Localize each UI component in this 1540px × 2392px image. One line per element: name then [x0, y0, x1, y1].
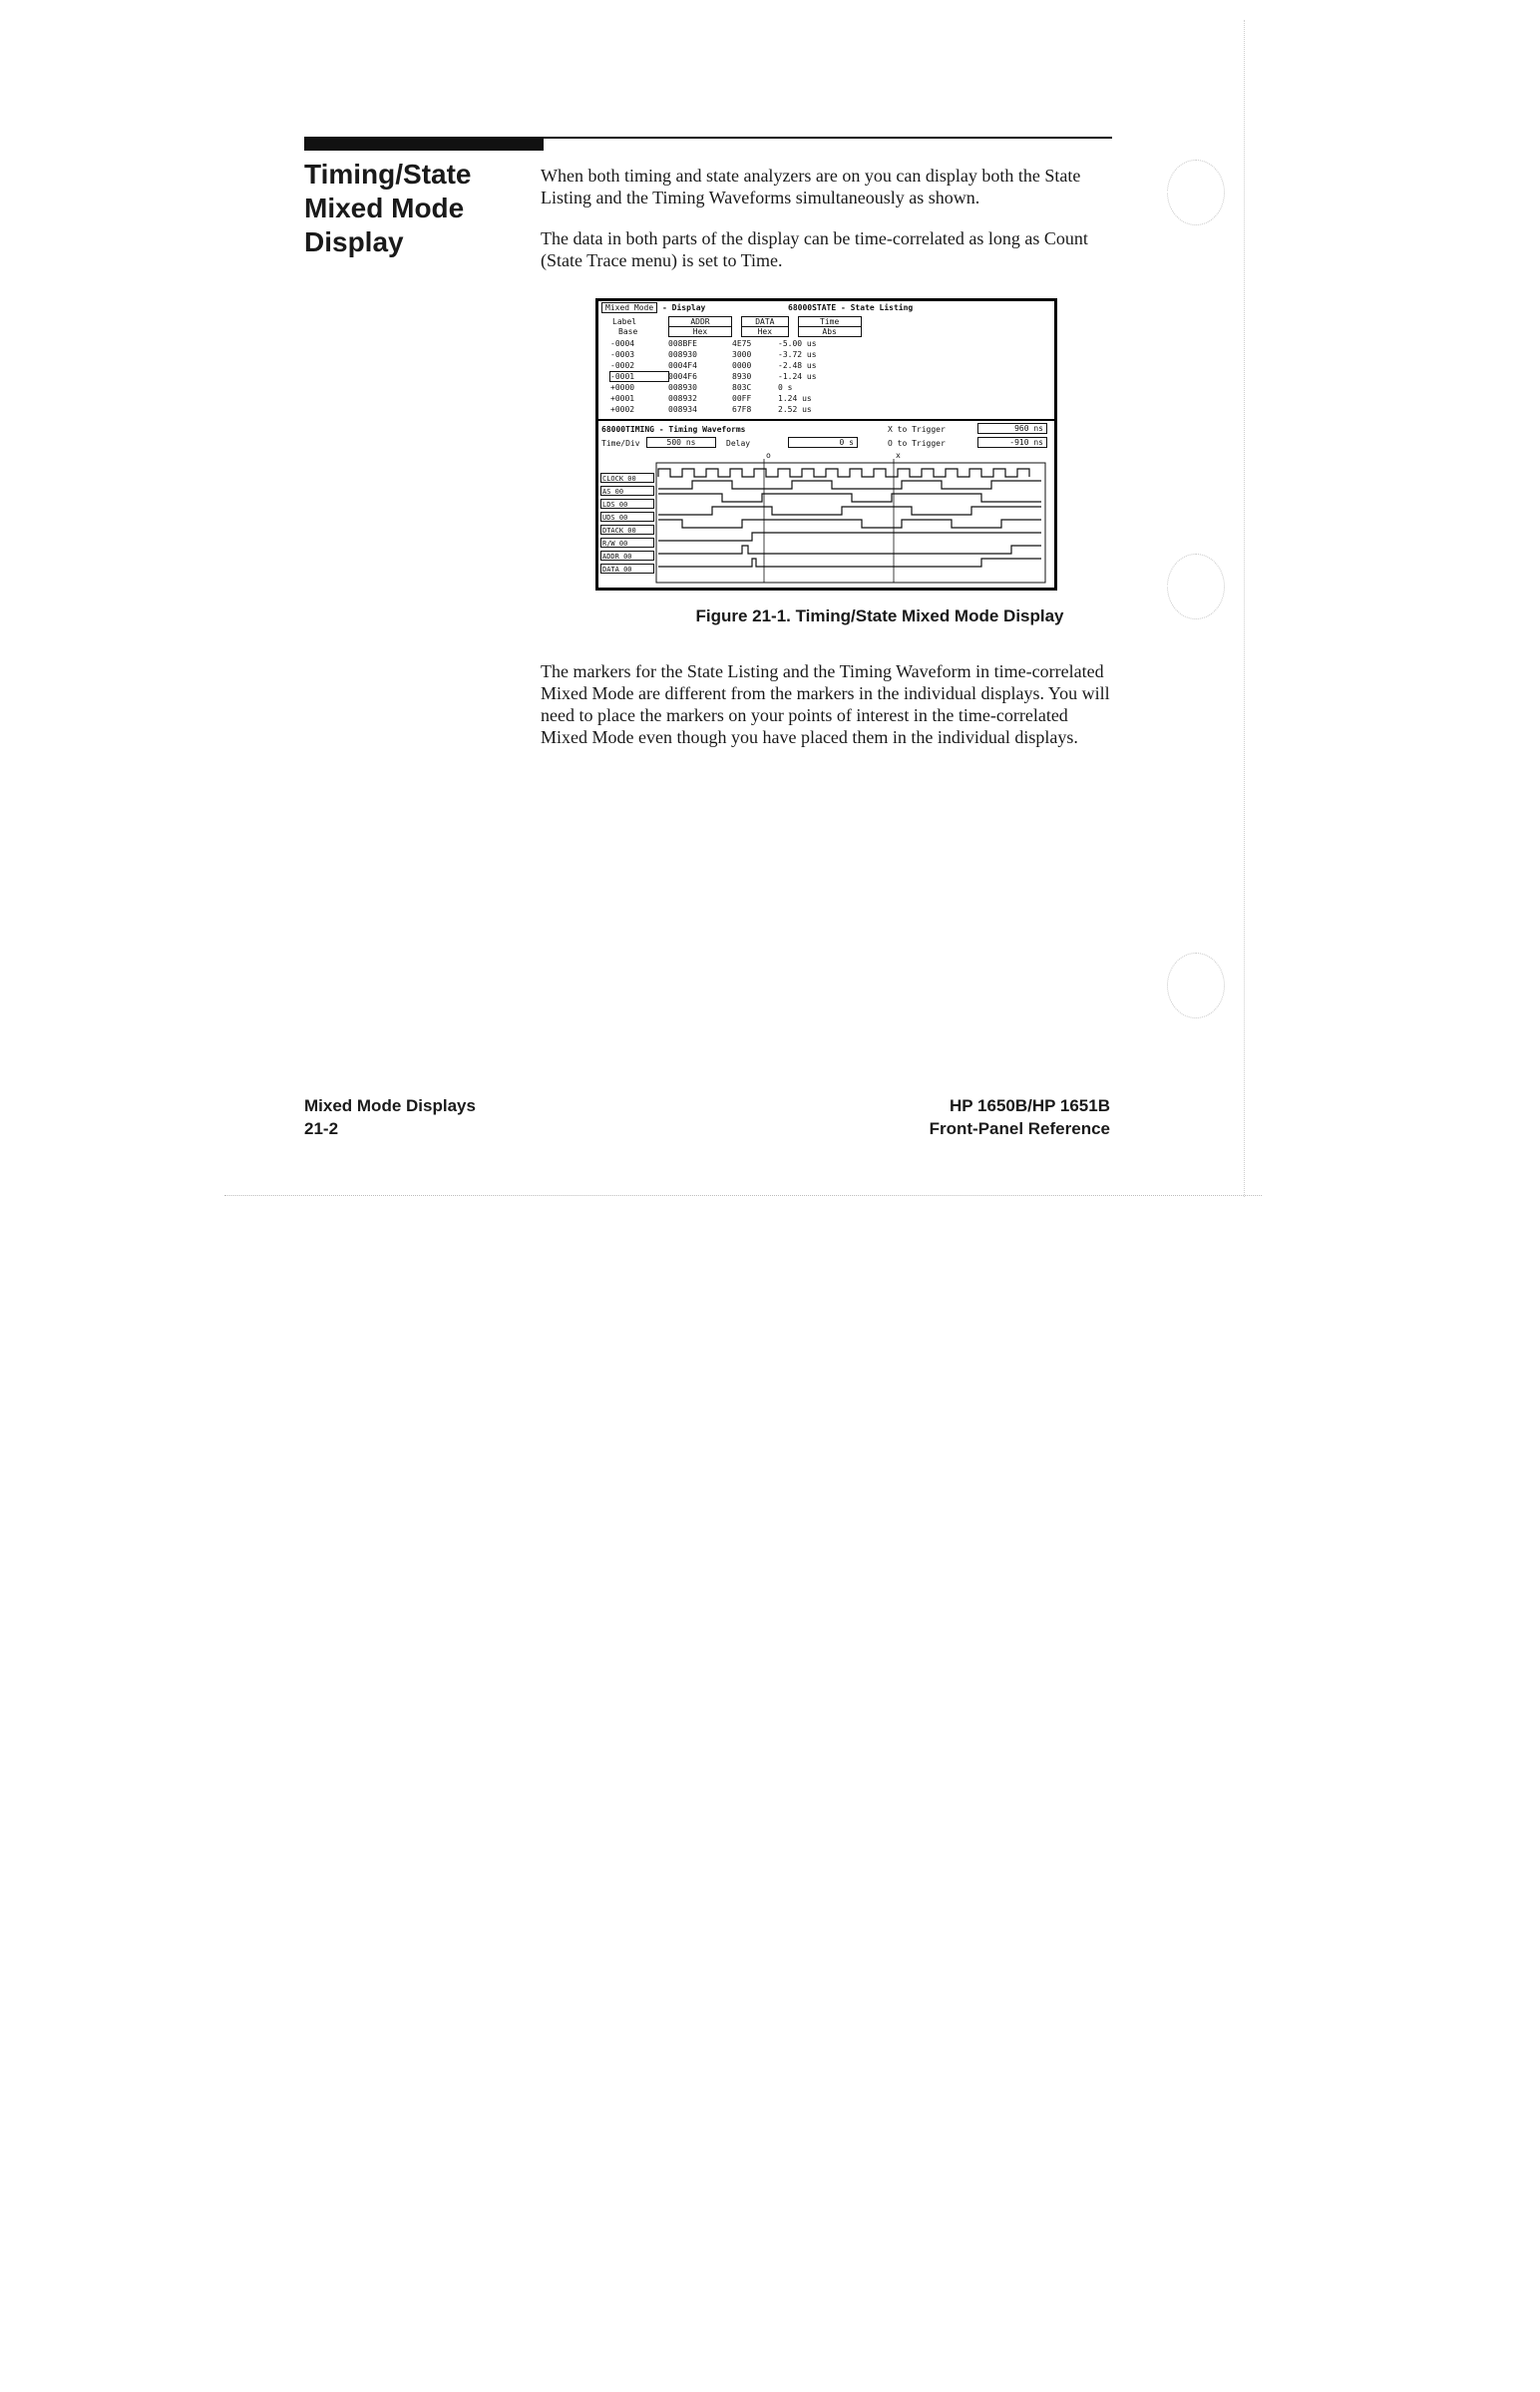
waveform-label: R/W 00	[600, 538, 654, 548]
base-row	[618, 327, 637, 336]
waveform-label: DTACK 00	[600, 525, 654, 535]
row-label: Label	[612, 317, 637, 326]
time-value: -5.00 us	[778, 339, 817, 348]
x-trigger-label: X to Trigger	[888, 425, 946, 434]
state-listing-title: 68000STATE - State Listing	[788, 303, 914, 312]
footer-left	[304, 1094, 476, 1140]
intro-paragraph: When both timing and state analyzers are on you can display both the State Listing and the Timing Waveforms simultaneously as shown.	[541, 166, 1081, 207]
row-label: Base	[618, 327, 638, 336]
time-value: 2.52 us	[778, 405, 812, 414]
product-name: HP 1650B/HP 1651B	[950, 1096, 1110, 1115]
state-number: -0001	[610, 372, 668, 381]
time-div-value: 500 ns	[646, 437, 716, 448]
state-row	[610, 405, 838, 414]
clock-trace	[658, 469, 1029, 477]
state-number: -0004	[610, 339, 635, 348]
addr-value: 008930	[668, 383, 697, 392]
menu-row	[601, 303, 705, 312]
section-heading	[304, 158, 472, 259]
punch-hole-top	[1167, 160, 1225, 225]
waveform-label: LDS 00	[600, 499, 654, 509]
punch-hole-bottom	[1167, 953, 1225, 1018]
chapter-title: Mixed Mode Displays	[304, 1096, 476, 1115]
mode-field: Mixed Mode	[601, 302, 657, 313]
state-number: +0001	[610, 394, 635, 403]
o-trigger-label: O to Trigger	[888, 439, 946, 448]
x-trigger-value: 960 ns	[977, 423, 1047, 434]
addr-value: 0004F4	[668, 361, 697, 370]
state-number: +0000	[610, 383, 635, 392]
marker-o-label: o	[766, 451, 771, 460]
uds-trace	[658, 507, 1041, 515]
data-base: Hex	[741, 326, 789, 337]
marker-x-label: x	[896, 451, 901, 460]
delay-field	[788, 437, 858, 448]
data-value: 803C	[732, 383, 752, 392]
page-number: 21-2	[304, 1119, 339, 1138]
state-row	[610, 383, 838, 392]
waveform-label: UDS 00	[600, 512, 654, 522]
data-value: 0000	[732, 361, 752, 370]
time-value: -1.24 us	[778, 372, 817, 381]
caption-text: Figure 21-1. Timing/State Mixed Mode Display	[695, 606, 1064, 625]
data-value: 4E75	[732, 339, 752, 348]
state-number: -0003	[610, 350, 635, 359]
time-value: 0 s	[778, 383, 793, 392]
waveform-label: ADDR 00	[600, 551, 654, 561]
timing-waveforms	[652, 459, 1051, 589]
analyzer-screen-figure	[595, 298, 1057, 591]
delay-value: 0 s	[788, 437, 858, 448]
state-number: -0002	[610, 361, 635, 370]
timing-title: 68000TIMING - Timing Waveforms	[601, 425, 746, 434]
addr-label: ADDR	[668, 316, 732, 327]
addr-value: 008934	[668, 405, 697, 414]
lds-trace	[658, 494, 1041, 502]
time-value: -3.72 us	[778, 350, 817, 359]
section-rule-thick	[304, 137, 544, 151]
state-row	[610, 394, 838, 403]
o-trigger-value: -910 ns	[977, 437, 1047, 448]
time-label: Time	[798, 316, 862, 327]
delay-label: Delay	[726, 439, 751, 448]
time-correlation-paragraph: The data in both parts of the display can be time-correlated as long as Count (State Trace menu) is set to Time.	[541, 228, 1088, 270]
heading-line: Mixed Mode	[304, 193, 465, 223]
menu-title: - Display	[662, 303, 706, 312]
data-value: 3000	[732, 350, 752, 359]
footer-right	[858, 1094, 1110, 1140]
time-div-label: Time/Div	[601, 439, 640, 448]
data-value: 8930	[732, 372, 752, 381]
markers-paragraph: The markers for the State Listing and the Timing Waveform in time-correlated Mixed Mode are different from the markers in the individual displays. You will need to place the markers on your points of interest in the time-correlated Mixed Mode even though you have placed them in the individual displays.	[541, 661, 1110, 747]
as-trace	[658, 481, 1041, 489]
data-trace	[658, 559, 1041, 567]
time-div-field	[646, 437, 716, 448]
o-trigger-field	[977, 437, 1047, 448]
x-trigger-field	[977, 423, 1047, 434]
addr-value: 008BFE	[668, 339, 697, 348]
data-label: DATA	[741, 316, 789, 327]
figure-caption	[0, 606, 1540, 626]
state-row	[610, 361, 838, 370]
data-value: 67F8	[732, 405, 752, 414]
state-row	[610, 350, 838, 359]
addr-value: 008930	[668, 350, 697, 359]
dtack-trace	[658, 520, 1041, 528]
waveform-label: DATA 00	[600, 564, 654, 574]
analyzer-screen	[598, 301, 1054, 588]
section-rule	[304, 137, 1112, 139]
screen-divider	[598, 419, 1054, 421]
label-row	[612, 317, 636, 326]
addr-base: Hex	[668, 326, 732, 337]
page-bottom-edge	[224, 1195, 1262, 1196]
state-row	[610, 372, 838, 381]
time-base: Abs	[798, 326, 862, 337]
rw-trace	[658, 533, 1041, 541]
heading-line: Display	[304, 226, 404, 257]
addr-trace	[658, 546, 1041, 554]
addr-value: 0004F6	[668, 372, 697, 381]
state-row	[610, 339, 838, 348]
addr-value: 008932	[668, 394, 697, 403]
data-value: 00FF	[732, 394, 752, 403]
base-cols	[668, 326, 862, 337]
waveform-label: AS 00	[600, 486, 654, 496]
heading-line: Timing/State	[304, 159, 472, 190]
time-value: 1.24 us	[778, 394, 812, 403]
time-value: -2.48 us	[778, 361, 817, 370]
manual-title: Front-Panel Reference	[929, 1119, 1110, 1138]
state-number: +0002	[610, 405, 635, 414]
waveform-label: CLOCK 00	[600, 473, 654, 483]
